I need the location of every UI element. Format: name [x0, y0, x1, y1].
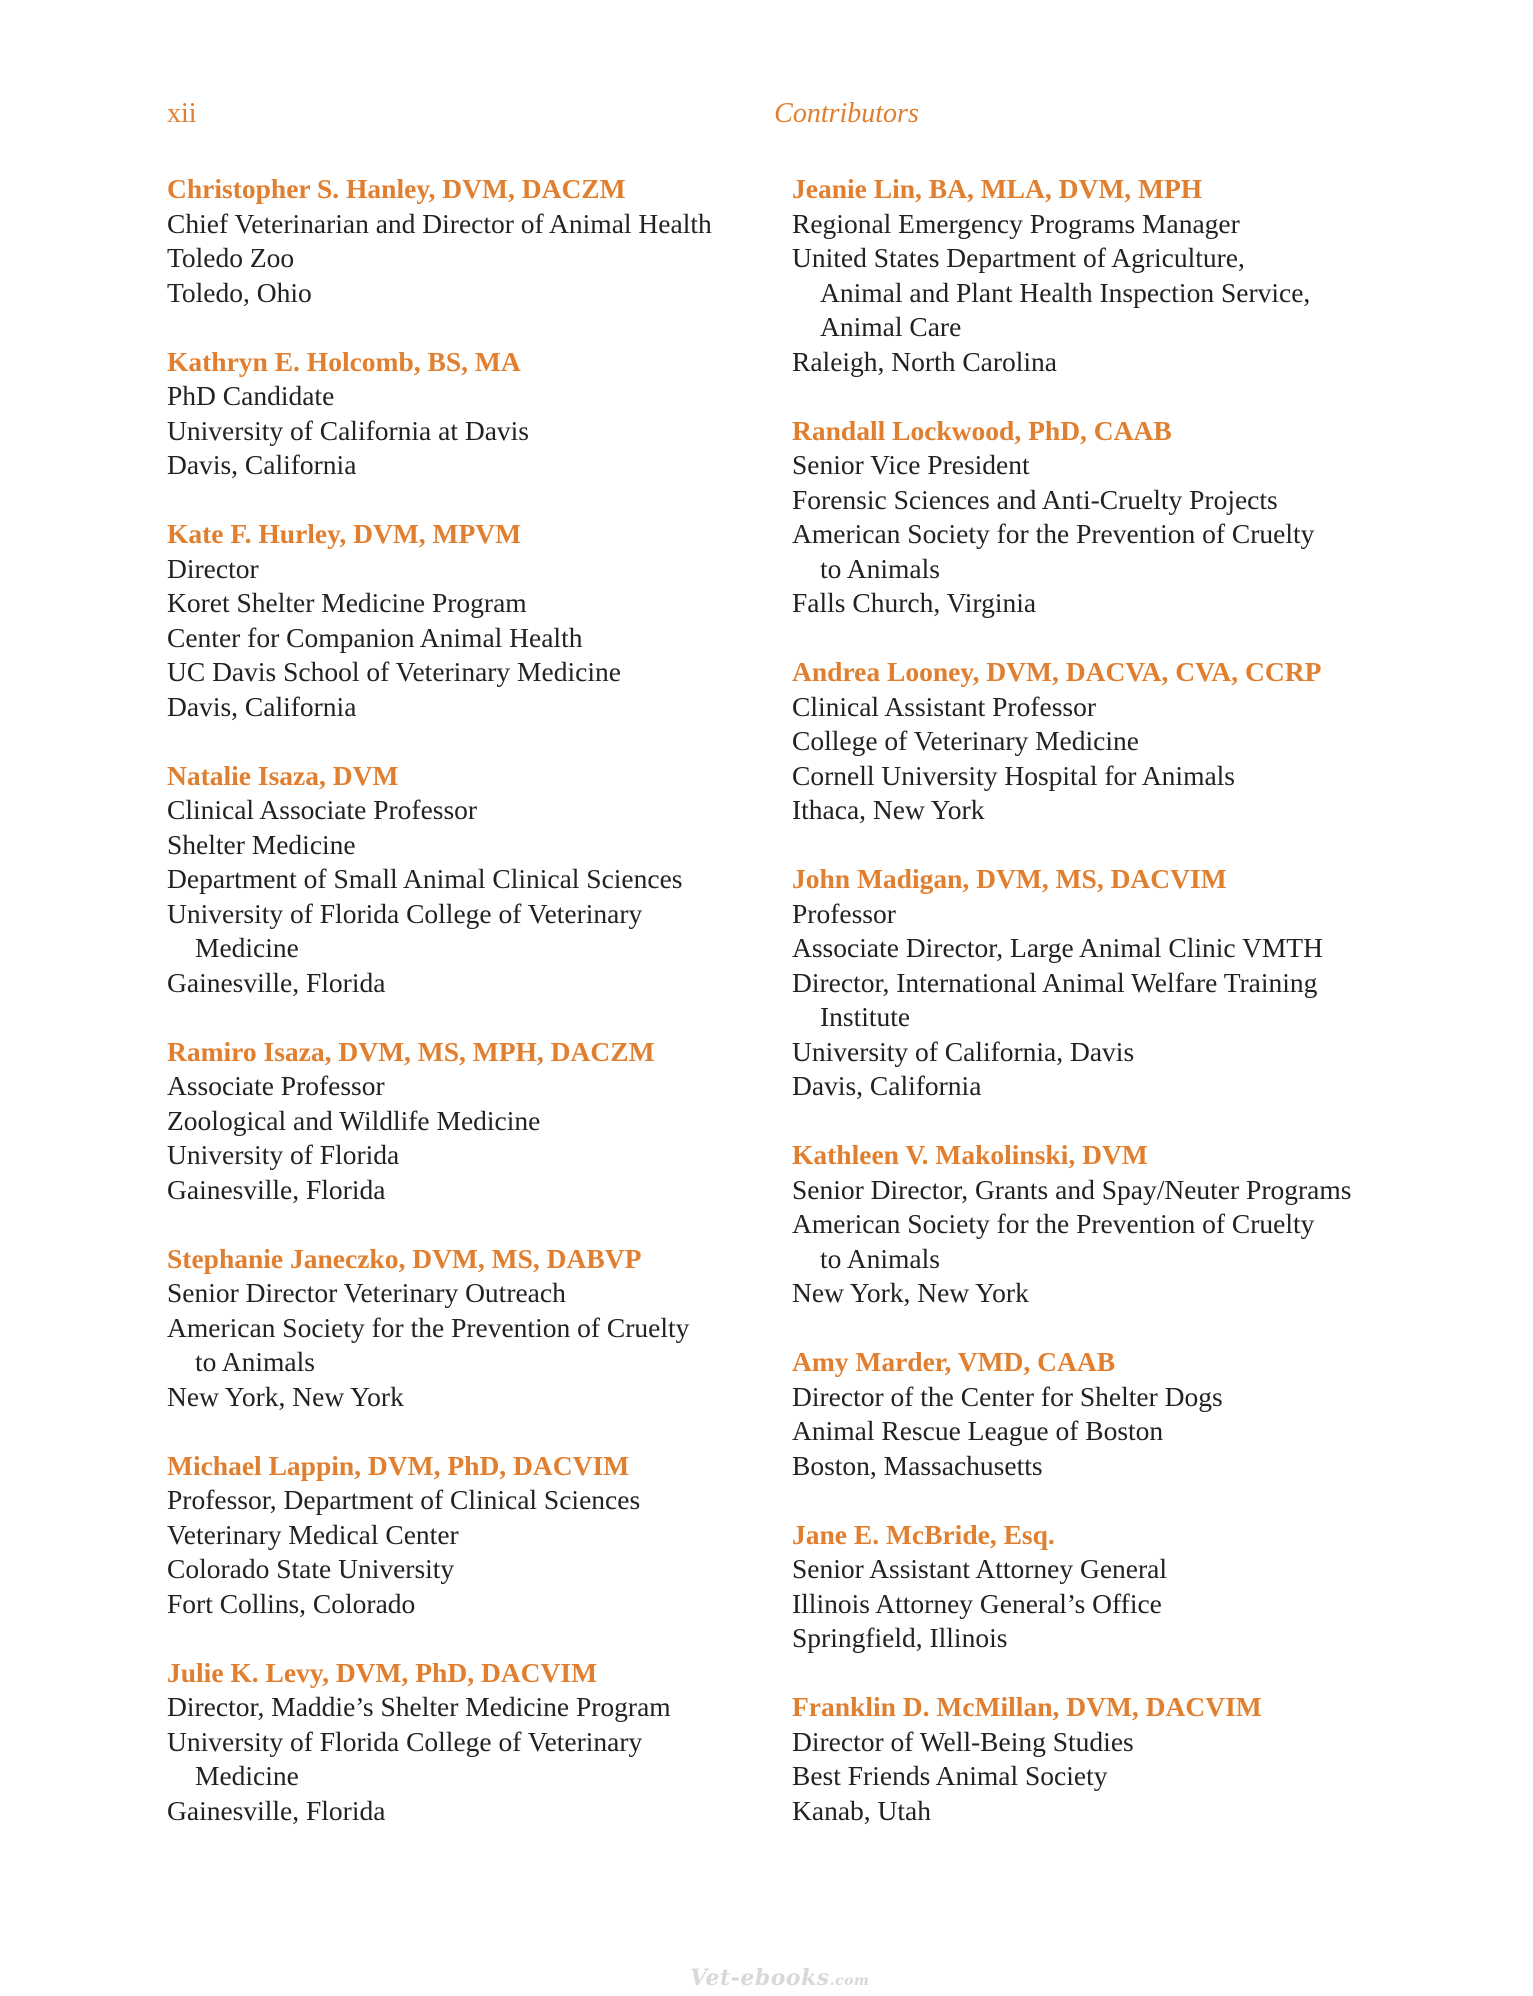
contributor-entry: [167, 1242, 767, 1415]
contributor-name: Franklin D. McMillan, DVM, DACVIM: [792, 1691, 1262, 1722]
affiliation-line: Gainesville, Florida: [167, 1794, 386, 1826]
affiliation-line: Regional Emergency Programs Manager: [792, 207, 1240, 239]
contributor-entry: [167, 345, 767, 483]
contributor-name: Christopher S. Hanley, DVM, DACZM: [167, 173, 626, 204]
affiliation-line: Professor: [792, 897, 896, 929]
affiliation-line: University of Florida College of Veterinary: [167, 1725, 643, 1757]
affiliation-line: Gainesville, Florida: [167, 966, 386, 998]
affiliation-line: Toledo Zoo: [167, 242, 295, 273]
affiliation-line: New York, New York: [792, 1277, 1029, 1308]
affiliation-line: Associate Professor: [167, 1070, 385, 1101]
contributor-entry: [167, 1449, 767, 1622]
contributor-name: John Madigan, DVM, MS, DACVIM: [792, 863, 1227, 894]
running-title: Contributors: [774, 98, 919, 129]
watermark-logo: [690, 1965, 869, 1991]
affiliation-line: UC Davis School of Veterinary Medicine: [167, 656, 621, 687]
affiliation-line: Associate Director, Large Animal Clinic VMTH: [792, 932, 1323, 963]
affiliation-line: Animal Care: [820, 311, 962, 342]
affiliation-line: to Animals: [195, 1346, 315, 1377]
affiliation-line: University of California at Davis: [167, 414, 529, 446]
contributor-entry: [792, 1518, 1412, 1656]
affiliation-line: Colorado State University: [167, 1553, 455, 1584]
contributor-entry: [167, 517, 767, 724]
affiliation-line: Cornell University Hospital for Animals: [792, 759, 1236, 791]
contributors-right-column: [792, 172, 1412, 1863]
contributor-entry: [792, 1138, 1412, 1311]
affiliation-line: University of Florida: [167, 1139, 400, 1170]
contributor-entry: [167, 172, 767, 310]
contributor-name: Natalie Isaza, DVM: [167, 759, 399, 791]
contributor-name: Ramiro Isaza, DVM, MS, MPH, DACZM: [167, 1035, 655, 1067]
affiliation-line: American Society for the Prevention of Cruelty: [792, 1208, 1315, 1239]
contributor-name: Amy Marder, VMD, CAAB: [792, 1346, 1116, 1377]
contributor-name: Kathryn E. Holcomb, BS, MA: [167, 345, 521, 377]
affiliation-line: Koret Shelter Medicine Program: [167, 587, 527, 618]
page-header: [167, 98, 1366, 138]
affiliation-line: to Animals: [820, 1242, 940, 1274]
affiliation-line: Professor, Department of Clinical Sciences: [167, 1484, 641, 1515]
contributor-name: Julie K. Levy, DVM, PhD, DACVIM: [167, 1656, 598, 1688]
affiliation-line: Director, Maddie’s Shelter Medicine Program: [167, 1691, 671, 1722]
affiliation-line: American Society for the Prevention of Cruelty: [167, 1311, 690, 1343]
contributor-entry: [792, 1690, 1412, 1828]
affiliation-line: Clinical Assistant Professor: [792, 690, 1097, 722]
watermark-suffix: .com: [829, 1973, 870, 1989]
affiliation-line: Boston, Massachusetts: [792, 1449, 1043, 1481]
affiliation-line: Director: [167, 552, 259, 584]
affiliation-line: Forensic Sciences and Anti-Cruelty Projects: [792, 483, 1278, 515]
contributor-entry: [167, 1035, 767, 1208]
affiliation-line: Fort Collins, Colorado: [167, 1587, 416, 1619]
affiliation-line: Senior Director, Grants and Spay/Neuter Programs: [792, 1173, 1352, 1205]
affiliation-line: Raleigh, North Carolina: [792, 345, 1058, 377]
affiliation-line: Director of the Center for Shelter Dogs: [792, 1380, 1223, 1412]
watermark-text: Vet-ebooks: [690, 1965, 830, 1991]
affiliation-line: Shelter Medicine: [167, 828, 356, 860]
affiliation-line: Gainesville, Florida: [167, 1173, 386, 1205]
affiliation-line: Falls Church, Virginia: [792, 587, 1037, 618]
affiliation-line: American Society for the Prevention of Cruelty: [792, 518, 1315, 549]
contributor-entry: [792, 655, 1412, 828]
affiliation-line: Department of Small Animal Clinical Sciences: [167, 863, 683, 894]
affiliation-line: University of California, Davis: [792, 1035, 1135, 1067]
affiliation-line: Ithaca, New York: [792, 794, 985, 825]
affiliation-line: College of Veterinary Medicine: [792, 725, 1139, 756]
affiliation-line: Center for Companion Animal Health: [167, 621, 583, 653]
affiliation-line: Institute: [820, 1001, 911, 1032]
affiliation-line: Chief Veterinarian and Director of Animal Health: [167, 207, 712, 239]
affiliation-line: Animal Rescue League of Boston: [792, 1415, 1164, 1446]
affiliation-line: University of Florida College of Veterinary: [167, 897, 643, 929]
affiliation-line: Best Friends Animal Society: [792, 1760, 1108, 1791]
contributor-entry: [167, 1656, 767, 1829]
affiliation-line: Zoological and Wildlife Medicine: [167, 1104, 541, 1136]
affiliation-line: Davis, California: [167, 449, 357, 480]
affiliation-line: Clinical Associate Professor: [167, 794, 478, 825]
affiliation-line: Davis, California: [792, 1070, 982, 1101]
contributor-entry: [792, 862, 1412, 1104]
affiliation-line: Director, International Animal Welfare Training: [792, 966, 1318, 998]
contributor-name: Stephanie Janeczko, DVM, MS, DABVP: [167, 1242, 642, 1274]
affiliation-line: Animal and Plant Health Inspection Service,: [820, 276, 1311, 308]
contributor-name: Jane E. McBride, Esq.: [792, 1518, 1055, 1550]
contributor-entry: [792, 414, 1412, 621]
affiliation-line: Springfield, Illinois: [792, 1622, 1008, 1653]
affiliation-line: Toledo, Ohio: [167, 276, 312, 308]
affiliation-line: United States Department of Agriculture,: [792, 242, 1245, 273]
contributor-name: Jeanie Lin, BA, MLA, DVM, MPH: [792, 173, 1203, 204]
affiliation-line: Medicine: [195, 1760, 299, 1791]
affiliation-line: Senior Assistant Attorney General: [792, 1553, 1168, 1584]
contributor-name: Michael Lappin, DVM, PhD, DACVIM: [167, 1449, 630, 1481]
affiliation-line: Medicine: [195, 932, 299, 963]
contributor-entry: [792, 1345, 1412, 1483]
contributors-left-column: [167, 172, 767, 1863]
contributor-entry: [792, 172, 1412, 379]
contributor-name: Randall Lockwood, PhD, CAAB: [792, 414, 1172, 446]
contributor-name: Andrea Looney, DVM, DACVA, CVA, CCRP: [792, 656, 1322, 687]
contributor-entry: [167, 759, 767, 1001]
affiliation-line: New York, New York: [167, 1380, 404, 1412]
affiliation-line: Veterinary Medical Center: [167, 1518, 459, 1550]
affiliation-line: Davis, California: [167, 690, 357, 722]
affiliation-line: to Animals: [820, 552, 940, 584]
affiliation-line: Illinois Attorney General’s Office: [792, 1587, 1162, 1619]
affiliation-line: Senior Director Veterinary Outreach: [167, 1277, 566, 1308]
contributor-name: Kathleen V. Makolinski, DVM: [792, 1139, 1148, 1170]
affiliation-line: Director of Well-Being Studies: [792, 1725, 1134, 1757]
contributor-name: Kate F. Hurley, DVM, MPVM: [167, 518, 522, 549]
page-number: xii: [167, 98, 197, 129]
affiliation-line: PhD Candidate: [167, 380, 335, 411]
affiliation-line: Senior Vice President: [792, 449, 1030, 480]
affiliation-line: Kanab, Utah: [792, 1794, 931, 1826]
